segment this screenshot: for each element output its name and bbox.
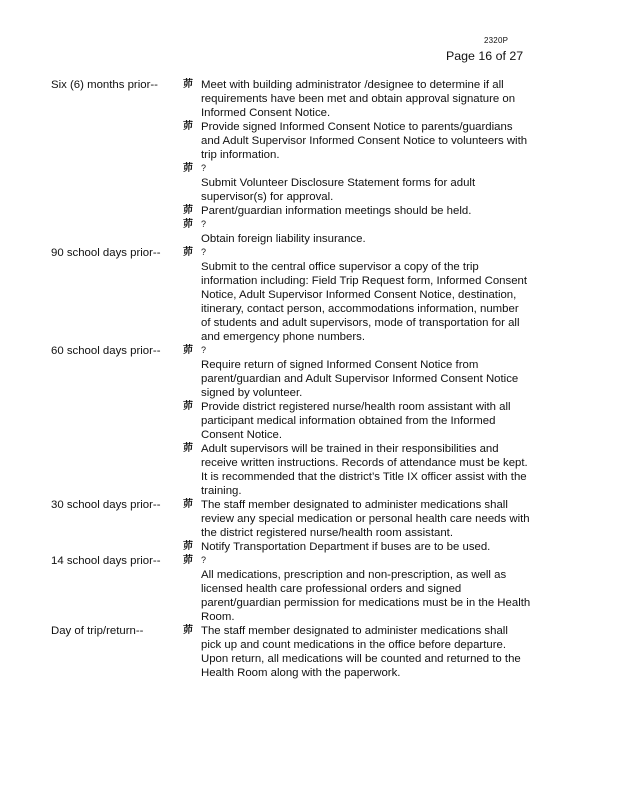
section-label: Day of trip/return--	[51, 625, 144, 637]
task-text: Submit Volunteer Disclosure Statement forms for adult supervisor(s) for approval.	[201, 177, 476, 203]
bullet-icon: 茆	[183, 625, 193, 636]
bullet-icon: 茆	[183, 79, 193, 90]
task-item	[183, 554, 531, 624]
task-item	[183, 246, 531, 344]
task-list	[183, 554, 531, 624]
task-item	[183, 162, 531, 204]
timeline-section	[51, 246, 531, 344]
task-item	[183, 400, 531, 442]
task-text: The staff member designated to administer medications shall review any special medication or personal health care needs with the district registered nurse/health room assistant.	[201, 499, 530, 539]
task-item	[183, 624, 531, 680]
task-text: Meet with building administrator /designee to determine if all requirements have been met and obtain approval signature on Informed Consent Notice.	[201, 79, 516, 119]
task-list	[183, 246, 531, 344]
missing-glyph-marker: ?	[201, 219, 207, 229]
missing-glyph-marker: ?	[201, 345, 207, 355]
section-label: 60 school days prior--	[51, 345, 161, 357]
task-item	[183, 498, 531, 540]
task-list	[183, 78, 531, 246]
page-number: Page 16 of 27	[446, 49, 524, 63]
task-item	[183, 78, 531, 120]
section-label: Six (6) months prior--	[51, 79, 158, 91]
task-text: Obtain foreign liability insurance.	[201, 233, 366, 245]
task-item	[183, 540, 531, 554]
bullet-icon: 茆	[183, 219, 193, 230]
task-text: Provide signed Informed Consent Notice to parents/guardians and Adult Supervisor Informed Consent Notice to volunteers with trip information.	[201, 121, 528, 161]
task-item	[183, 344, 531, 400]
bullet-icon: 茆	[183, 345, 193, 356]
bullet-icon: 茆	[183, 541, 193, 552]
section-label: 30 school days prior--	[51, 499, 161, 511]
task-item	[183, 218, 531, 246]
missing-glyph-marker: ?	[201, 163, 207, 173]
task-item	[183, 120, 531, 162]
bullet-icon: 茆	[183, 247, 193, 258]
policy-code: 2320P	[484, 36, 509, 45]
task-text: All medications, prescription and non-prescription, as well as licensed health care professional orders and signed parent/guardian permission for medications must be in the Health Room.	[201, 569, 531, 623]
timeline-section	[51, 344, 531, 498]
bullet-icon: 茆	[183, 121, 193, 132]
timeline-section	[51, 624, 531, 680]
task-list	[183, 498, 531, 554]
task-text: Provide district registered nurse/health room assistant with all participant medical information obtained from the Informed Consent Notice.	[201, 401, 511, 441]
timeline-section	[51, 78, 531, 246]
missing-glyph-marker: ?	[201, 555, 207, 565]
task-text: Notify Transportation Department if buses are to be used.	[201, 541, 491, 553]
task-text: Parent/guardian information meetings should be held.	[201, 205, 472, 217]
bullet-icon: 茆	[183, 443, 193, 454]
bullet-icon: 茆	[183, 163, 193, 174]
task-list	[183, 344, 531, 498]
bullet-icon: 茆	[183, 401, 193, 412]
task-text: Adult supervisors will be trained in their responsibilities and receive written instructions. Records of attendance must be kept. It is recommended that the district’s Title IX officer assist with the training.	[201, 443, 528, 497]
task-list	[183, 624, 531, 680]
trip-timeline	[51, 78, 531, 680]
section-label: 14 school days prior--	[51, 555, 161, 567]
timeline-section	[51, 498, 531, 554]
timeline-section	[51, 554, 531, 624]
task-item	[183, 442, 531, 498]
task-text: Submit to the central office supervisor a copy of the trip information including: Field Trip Request form, Informed Consent Notice, Adult Supervisor Informed Consent Notice, destination, itinerary, contact person, accommodations information, number of students and adult supervisors, mode of transportation for all and emergency phone numbers.	[201, 261, 528, 343]
section-label: 90 school days prior--	[51, 247, 161, 259]
task-text: Require return of signed Informed Consent Notice from parent/guardian and Adult Supervisor Informed Consent Notice signed by volunteer.	[201, 359, 519, 399]
task-text: The staff member designated to administer medications shall pick up and count medications in the office before departure. Upon return, all medications will be counted and returned to the Health Room along with the paperwork.	[201, 625, 521, 679]
bullet-icon: 茆	[183, 205, 193, 216]
bullet-icon: 茆	[183, 555, 193, 566]
task-item	[183, 204, 531, 218]
missing-glyph-marker: ?	[201, 247, 207, 257]
bullet-icon: 茆	[183, 499, 193, 510]
